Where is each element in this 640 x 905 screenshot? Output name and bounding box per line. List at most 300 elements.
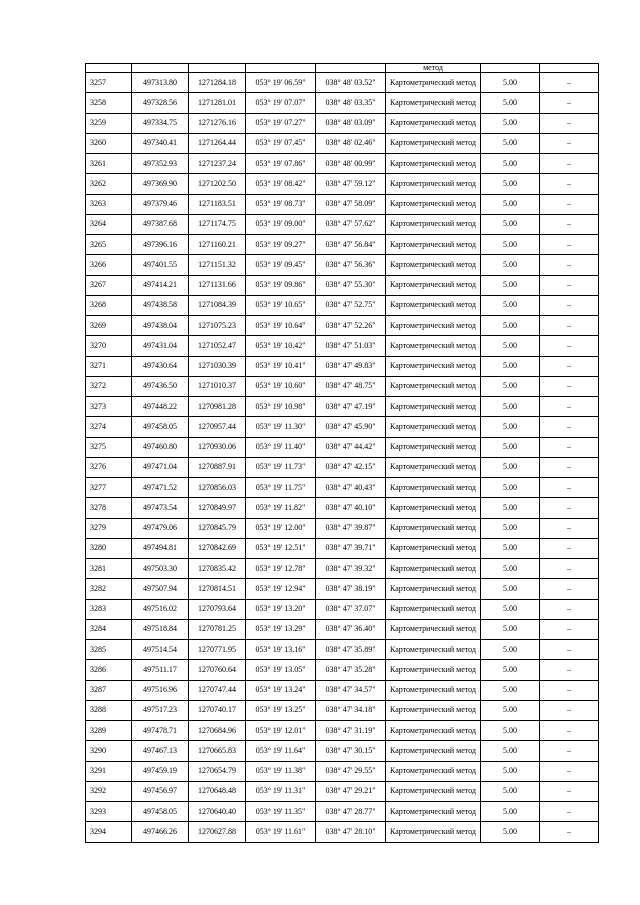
- cell-accuracy: 5.00: [481, 376, 540, 396]
- cell-x-coordinate: 497466.26: [132, 822, 189, 842]
- cell-longitude: 038° 47' 39.87": [316, 518, 386, 538]
- cell-x-coordinate: 497458.05: [132, 802, 189, 822]
- cell-latitude: 053° 19' 08.73": [246, 194, 316, 214]
- cell-x-coordinate: 497478.71: [132, 721, 189, 741]
- cell-point-number: 3271: [86, 356, 132, 376]
- cell-latitude: 053° 19' 12.78": [246, 559, 316, 579]
- cell-accuracy: 5.00: [481, 336, 540, 356]
- cell-longitude: 038° 48' 03.09": [316, 113, 386, 133]
- cell-method-partial: метод: [386, 64, 481, 73]
- cell-x-coordinate: 497438.04: [132, 316, 189, 336]
- cell-point-number: 3277: [86, 478, 132, 498]
- cell-point-number: 3291: [86, 761, 132, 781]
- cell-longitude: 038° 47' 48.75": [316, 376, 386, 396]
- cell-method: Картометрический метод: [386, 498, 481, 518]
- cell-y-coordinate: 1270835.42: [189, 559, 246, 579]
- cell-point-number: 3258: [86, 93, 132, 113]
- cell-point-number: 3276: [86, 457, 132, 477]
- cell-method: Картометрический метод: [386, 741, 481, 761]
- cell-longitude: 038° 48' 03.35": [316, 93, 386, 113]
- cell-longitude: 038° 48' 00.99": [316, 154, 386, 174]
- cell-point-number: 3281: [86, 559, 132, 579]
- cell-method: Картометрический метод: [386, 255, 481, 275]
- table-row: [86, 376, 599, 396]
- cell-x-coordinate: 497479.06: [132, 518, 189, 538]
- cell-note: –: [540, 93, 599, 113]
- cell-note: –: [540, 174, 599, 194]
- cell-method: Картометрический метод: [386, 599, 481, 619]
- cell-y-coordinate: 1270930.06: [189, 437, 246, 457]
- table-row: [86, 194, 599, 214]
- cell-longitude: 038° 47' 45.90": [316, 417, 386, 437]
- cell-longitude: 038° 47' 37.07": [316, 599, 386, 619]
- cell-point-number: 3259: [86, 113, 132, 133]
- cell-longitude: 038° 47' 44.42": [316, 437, 386, 457]
- cell-point-number: 3273: [86, 397, 132, 417]
- cell-note: –: [540, 680, 599, 700]
- cell-latitude: 053° 19' 11.61": [246, 822, 316, 842]
- table-row: [86, 437, 599, 457]
- cell-accuracy: 5.00: [481, 255, 540, 275]
- cell-longitude: 038° 47' 57.62": [316, 214, 386, 234]
- cell-latitude: 053° 19' 09.00": [246, 214, 316, 234]
- cell-note: –: [540, 316, 599, 336]
- cell-point-number: 3286: [86, 660, 132, 680]
- cell-latitude: 053° 19' 11.82": [246, 498, 316, 518]
- cell-note: –: [540, 397, 599, 417]
- cell-note: –: [540, 700, 599, 720]
- table-row: [86, 599, 599, 619]
- cell-point-number: 3282: [86, 579, 132, 599]
- table-row: [86, 397, 599, 417]
- cell-note: –: [540, 437, 599, 457]
- cell-x-coordinate: 497467.13: [132, 741, 189, 761]
- cell-empty: [86, 64, 132, 73]
- cell-y-coordinate: 1271264.44: [189, 133, 246, 153]
- cell-method: Картометрический метод: [386, 437, 481, 457]
- cell-method: Картометрический метод: [386, 194, 481, 214]
- cell-method: Картометрический метод: [386, 781, 481, 801]
- cell-y-coordinate: 1270665.83: [189, 741, 246, 761]
- table-row: [86, 356, 599, 376]
- cell-point-number: 3284: [86, 619, 132, 639]
- cell-y-coordinate: 1271010.37: [189, 376, 246, 396]
- cell-method: Картометрический метод: [386, 640, 481, 660]
- cell-latitude: 053° 19' 13.20": [246, 599, 316, 619]
- cell-note: –: [540, 741, 599, 761]
- cell-latitude: 053° 19' 12.01": [246, 721, 316, 741]
- cell-x-coordinate: 497396.16: [132, 235, 189, 255]
- cell-latitude: 053° 19' 09.45": [246, 255, 316, 275]
- cell-longitude: 038° 47' 36.40": [316, 619, 386, 639]
- cell-accuracy: 5.00: [481, 174, 540, 194]
- cell-x-coordinate: 497514.54: [132, 640, 189, 660]
- cell-point-number: 3272: [86, 376, 132, 396]
- cell-x-coordinate: 497511.17: [132, 660, 189, 680]
- cell-x-coordinate: 497436.50: [132, 376, 189, 396]
- cell-latitude: 053° 19' 10.65": [246, 295, 316, 315]
- table-row: [86, 154, 599, 174]
- cell-point-number: 3274: [86, 417, 132, 437]
- cell-method: Картометрический метод: [386, 356, 481, 376]
- cell-method: Картометрический метод: [386, 680, 481, 700]
- cell-y-coordinate: 1270856.03: [189, 478, 246, 498]
- cell-accuracy: 5.00: [481, 599, 540, 619]
- cell-latitude: 053° 19' 11.40": [246, 437, 316, 457]
- cell-y-coordinate: 1270648.48: [189, 781, 246, 801]
- cell-method: Картометрический метод: [386, 133, 481, 153]
- cell-latitude: 053° 19' 10.41": [246, 356, 316, 376]
- cell-note: –: [540, 538, 599, 558]
- cell-latitude: 053° 19' 12.94": [246, 579, 316, 599]
- cell-point-number: 3294: [86, 822, 132, 842]
- cell-accuracy: 5.00: [481, 93, 540, 113]
- cell-y-coordinate: 1270740.17: [189, 700, 246, 720]
- cell-method: Картометрический метод: [386, 397, 481, 417]
- cell-y-coordinate: 1271202.50: [189, 174, 246, 194]
- cell-y-coordinate: 1270654.79: [189, 761, 246, 781]
- cell-x-coordinate: 497328.56: [132, 93, 189, 113]
- cell-y-coordinate: 1270771.95: [189, 640, 246, 660]
- table-row: [86, 417, 599, 437]
- cell-latitude: 053° 19' 11.31": [246, 781, 316, 801]
- cell-x-coordinate: 497313.80: [132, 73, 189, 93]
- cell-longitude: 038° 47' 58.09": [316, 194, 386, 214]
- cell-y-coordinate: 1271084.39: [189, 295, 246, 315]
- cell-point-number: 3278: [86, 498, 132, 518]
- cell-x-coordinate: 497414.21: [132, 275, 189, 295]
- cell-accuracy: 5.00: [481, 397, 540, 417]
- cell-method: Картометрический метод: [386, 761, 481, 781]
- cell-longitude: 038° 47' 38.19": [316, 579, 386, 599]
- cell-y-coordinate: 1270793.64: [189, 599, 246, 619]
- table-row: [86, 316, 599, 336]
- cell-point-number: 3260: [86, 133, 132, 153]
- table-row: [86, 640, 599, 660]
- cell-note: –: [540, 599, 599, 619]
- cell-accuracy: 5.00: [481, 802, 540, 822]
- table-row: [86, 336, 599, 356]
- cell-method: Картометрический метод: [386, 700, 481, 720]
- cell-empty: [540, 64, 599, 73]
- table-row: [86, 235, 599, 255]
- cell-method: Картометрический метод: [386, 73, 481, 93]
- cell-point-number: 3269: [86, 316, 132, 336]
- cell-latitude: 053° 19' 10.60": [246, 376, 316, 396]
- cell-accuracy: 5.00: [481, 741, 540, 761]
- cell-x-coordinate: 497334.75: [132, 113, 189, 133]
- cell-point-number: 3288: [86, 700, 132, 720]
- cell-y-coordinate: 1271237.24: [189, 154, 246, 174]
- cell-accuracy: 5.00: [481, 518, 540, 538]
- cell-note: –: [540, 275, 599, 295]
- cell-y-coordinate: 1270845.79: [189, 518, 246, 538]
- cell-longitude: 038° 47' 59.12": [316, 174, 386, 194]
- cell-note: –: [540, 498, 599, 518]
- cell-latitude: 053° 19' 10.64": [246, 316, 316, 336]
- cell-method: Картометрический метод: [386, 619, 481, 639]
- cell-y-coordinate: 1271174.75: [189, 214, 246, 234]
- cell-method: Картометрический метод: [386, 275, 481, 295]
- cell-latitude: 053° 19' 07.45": [246, 133, 316, 153]
- cell-accuracy: 5.00: [481, 437, 540, 457]
- cell-longitude: 038° 48' 02.46": [316, 133, 386, 153]
- cell-method: Картометрический метод: [386, 336, 481, 356]
- cell-latitude: 053° 19' 11.73": [246, 457, 316, 477]
- cell-point-number: 3257: [86, 73, 132, 93]
- cell-accuracy: 5.00: [481, 154, 540, 174]
- cell-point-number: 3279: [86, 518, 132, 538]
- cell-note: –: [540, 356, 599, 376]
- cell-y-coordinate: 1271075.23: [189, 316, 246, 336]
- cell-note: –: [540, 295, 599, 315]
- cell-longitude: 038° 47' 42.15": [316, 457, 386, 477]
- cell-accuracy: 5.00: [481, 640, 540, 660]
- cell-note: –: [540, 559, 599, 579]
- cell-longitude: 038° 47' 28.77": [316, 802, 386, 822]
- table-row: [86, 295, 599, 315]
- cell-latitude: 053° 19' 13.25": [246, 700, 316, 720]
- cell-x-coordinate: 497471.04: [132, 457, 189, 477]
- cell-point-number: 3267: [86, 275, 132, 295]
- table-row: [86, 721, 599, 741]
- cell-latitude: 053° 19' 13.24": [246, 680, 316, 700]
- cell-y-coordinate: 1271131.66: [189, 275, 246, 295]
- cell-accuracy: 5.00: [481, 498, 540, 518]
- table-row: [86, 559, 599, 579]
- cell-accuracy: 5.00: [481, 133, 540, 153]
- cell-point-number: 3289: [86, 721, 132, 741]
- cell-latitude: 053° 19' 12.51": [246, 538, 316, 558]
- table-row: [86, 660, 599, 680]
- cell-accuracy: 5.00: [481, 579, 540, 599]
- cell-x-coordinate: 497503.30: [132, 559, 189, 579]
- cell-x-coordinate: 497518.84: [132, 619, 189, 639]
- cell-longitude: 038° 47' 34.57": [316, 680, 386, 700]
- cell-accuracy: 5.00: [481, 761, 540, 781]
- cell-y-coordinate: 1271160.21: [189, 235, 246, 255]
- cell-note: –: [540, 255, 599, 275]
- table-row: [86, 538, 599, 558]
- cell-point-number: 3280: [86, 538, 132, 558]
- cell-x-coordinate: 497401.55: [132, 255, 189, 275]
- table-body: [86, 64, 599, 843]
- table-row: [86, 214, 599, 234]
- table-row: [86, 133, 599, 153]
- cell-accuracy: 5.00: [481, 194, 540, 214]
- cell-longitude: 038° 47' 49.83": [316, 356, 386, 376]
- cell-method: Картометрический метод: [386, 822, 481, 842]
- cell-y-coordinate: 1271281.01: [189, 93, 246, 113]
- cell-latitude: 053° 19' 11.75": [246, 478, 316, 498]
- table-row: [86, 822, 599, 842]
- cell-note: –: [540, 457, 599, 477]
- table-row: [86, 700, 599, 720]
- cell-x-coordinate: 497438.58: [132, 295, 189, 315]
- cell-note: –: [540, 660, 599, 680]
- cell-latitude: 053° 19' 07.86": [246, 154, 316, 174]
- cell-y-coordinate: 1271276.16: [189, 113, 246, 133]
- cell-method: Картометрический метод: [386, 579, 481, 599]
- cell-note: –: [540, 761, 599, 781]
- cell-point-number: 3266: [86, 255, 132, 275]
- cell-accuracy: 5.00: [481, 356, 540, 376]
- cell-y-coordinate: 1270640.40: [189, 802, 246, 822]
- cell-note: –: [540, 154, 599, 174]
- cell-y-coordinate: 1270781.25: [189, 619, 246, 639]
- cell-note: –: [540, 376, 599, 396]
- table-row: [86, 93, 599, 113]
- cell-x-coordinate: 497456.97: [132, 781, 189, 801]
- cell-x-coordinate: 497352.93: [132, 154, 189, 174]
- cell-method: Картометрический метод: [386, 154, 481, 174]
- cell-longitude: 038° 47' 39.32": [316, 559, 386, 579]
- cell-latitude: 053° 19' 13.16": [246, 640, 316, 660]
- cell-accuracy: 5.00: [481, 538, 540, 558]
- cell-note: –: [540, 802, 599, 822]
- cell-method: Картометрический метод: [386, 559, 481, 579]
- cell-method: Картометрический метод: [386, 660, 481, 680]
- cell-longitude: 038° 47' 29.21": [316, 781, 386, 801]
- cell-y-coordinate: 1270849.97: [189, 498, 246, 518]
- cell-method: Картометрический метод: [386, 417, 481, 437]
- cell-note: –: [540, 113, 599, 133]
- cell-accuracy: 5.00: [481, 235, 540, 255]
- cell-latitude: 053° 19' 11.30": [246, 417, 316, 437]
- cell-method: Картометрический метод: [386, 376, 481, 396]
- cell-method: Картометрический метод: [386, 538, 481, 558]
- cell-longitude: 038° 47' 34.18": [316, 700, 386, 720]
- table-row: [86, 680, 599, 700]
- cell-y-coordinate: 1270887.91: [189, 457, 246, 477]
- cell-accuracy: 5.00: [481, 721, 540, 741]
- cell-y-coordinate: 1270747.44: [189, 680, 246, 700]
- cell-point-number: 3287: [86, 680, 132, 700]
- cell-note: –: [540, 194, 599, 214]
- coordinates-table: [85, 63, 599, 843]
- cell-note: –: [540, 417, 599, 437]
- cell-accuracy: 5.00: [481, 478, 540, 498]
- cell-point-number: 3261: [86, 154, 132, 174]
- cell-latitude: 053° 19' 07.07": [246, 93, 316, 113]
- cell-latitude: 053° 19' 09.86": [246, 275, 316, 295]
- cell-point-number: 3268: [86, 295, 132, 315]
- cell-latitude: 053° 19' 09.27": [246, 235, 316, 255]
- cell-latitude: 053° 19' 12.00": [246, 518, 316, 538]
- cell-empty: [132, 64, 189, 73]
- table-row: [86, 761, 599, 781]
- cell-accuracy: 5.00: [481, 781, 540, 801]
- cell-y-coordinate: 1271183.51: [189, 194, 246, 214]
- cell-latitude: 053° 19' 11.38": [246, 761, 316, 781]
- cell-longitude: 038° 47' 31.19": [316, 721, 386, 741]
- cell-x-coordinate: 497458.05: [132, 417, 189, 437]
- cell-x-coordinate: 497430.64: [132, 356, 189, 376]
- cell-longitude: 038° 47' 52.26": [316, 316, 386, 336]
- table-row: [86, 73, 599, 93]
- cell-accuracy: 5.00: [481, 700, 540, 720]
- table-row: [86, 619, 599, 639]
- cell-accuracy: 5.00: [481, 680, 540, 700]
- cell-accuracy: 5.00: [481, 417, 540, 437]
- cell-accuracy: 5.00: [481, 214, 540, 234]
- cell-y-coordinate: 1270760.64: [189, 660, 246, 680]
- cell-x-coordinate: 497516.02: [132, 599, 189, 619]
- cell-note: –: [540, 721, 599, 741]
- cell-x-coordinate: 497369.90: [132, 174, 189, 194]
- table-row: [86, 457, 599, 477]
- cell-point-number: 3292: [86, 781, 132, 801]
- cell-y-coordinate: 1271151.32: [189, 255, 246, 275]
- cell-accuracy: 5.00: [481, 822, 540, 842]
- cell-latitude: 053° 19' 13.05": [246, 660, 316, 680]
- cell-y-coordinate: 1270842.69: [189, 538, 246, 558]
- cell-accuracy: 5.00: [481, 275, 540, 295]
- cell-method: Картометрический метод: [386, 316, 481, 336]
- cell-method: Картометрический метод: [386, 457, 481, 477]
- cell-longitude: 038° 47' 40.10": [316, 498, 386, 518]
- cell-latitude: 053° 19' 10.98": [246, 397, 316, 417]
- cell-y-coordinate: 1271030.39: [189, 356, 246, 376]
- cell-empty: [481, 64, 540, 73]
- cell-note: –: [540, 579, 599, 599]
- cell-latitude: 053° 19' 06.59": [246, 73, 316, 93]
- cell-point-number: 3293: [86, 802, 132, 822]
- cell-accuracy: 5.00: [481, 660, 540, 680]
- cell-accuracy: 5.00: [481, 295, 540, 315]
- table-row: [86, 781, 599, 801]
- cell-note: –: [540, 619, 599, 639]
- cell-y-coordinate: 1270957.44: [189, 417, 246, 437]
- cell-note: –: [540, 73, 599, 93]
- cell-latitude: 053° 19' 10.42": [246, 336, 316, 356]
- cell-method: Картометрический метод: [386, 478, 481, 498]
- table-row: [86, 498, 599, 518]
- cell-x-coordinate: 497431.04: [132, 336, 189, 356]
- cell-latitude: 053° 19' 07.27": [246, 113, 316, 133]
- cell-x-coordinate: 497448.22: [132, 397, 189, 417]
- table-row: [86, 579, 599, 599]
- cell-latitude: 053° 19' 11.35": [246, 802, 316, 822]
- cell-x-coordinate: 497471.52: [132, 478, 189, 498]
- cell-point-number: 3262: [86, 174, 132, 194]
- cell-longitude: 038° 47' 35.28": [316, 660, 386, 680]
- cell-accuracy: 5.00: [481, 73, 540, 93]
- cell-point-number: 3275: [86, 437, 132, 457]
- cell-longitude: 038° 47' 39.71": [316, 538, 386, 558]
- cell-point-number: 3265: [86, 235, 132, 255]
- table-row: [86, 802, 599, 822]
- cell-method: Картометрический метод: [386, 113, 481, 133]
- cell-longitude: 038° 47' 52.75": [316, 295, 386, 315]
- cell-longitude: 038° 47' 35.89": [316, 640, 386, 660]
- cell-x-coordinate: 497460.80: [132, 437, 189, 457]
- cell-point-number: 3264: [86, 214, 132, 234]
- cell-point-number: 3263: [86, 194, 132, 214]
- cell-x-coordinate: 497473.54: [132, 498, 189, 518]
- cell-x-coordinate: 497516.96: [132, 680, 189, 700]
- cell-longitude: 038° 47' 56.36": [316, 255, 386, 275]
- table-row: [86, 518, 599, 538]
- cell-longitude: 038° 47' 56.84": [316, 235, 386, 255]
- cell-latitude: 053° 19' 08.42": [246, 174, 316, 194]
- cell-empty: [246, 64, 316, 73]
- cell-note: –: [540, 214, 599, 234]
- cell-accuracy: 5.00: [481, 559, 540, 579]
- cell-note: –: [540, 478, 599, 498]
- cell-note: –: [540, 336, 599, 356]
- cell-method: Картометрический метод: [386, 802, 481, 822]
